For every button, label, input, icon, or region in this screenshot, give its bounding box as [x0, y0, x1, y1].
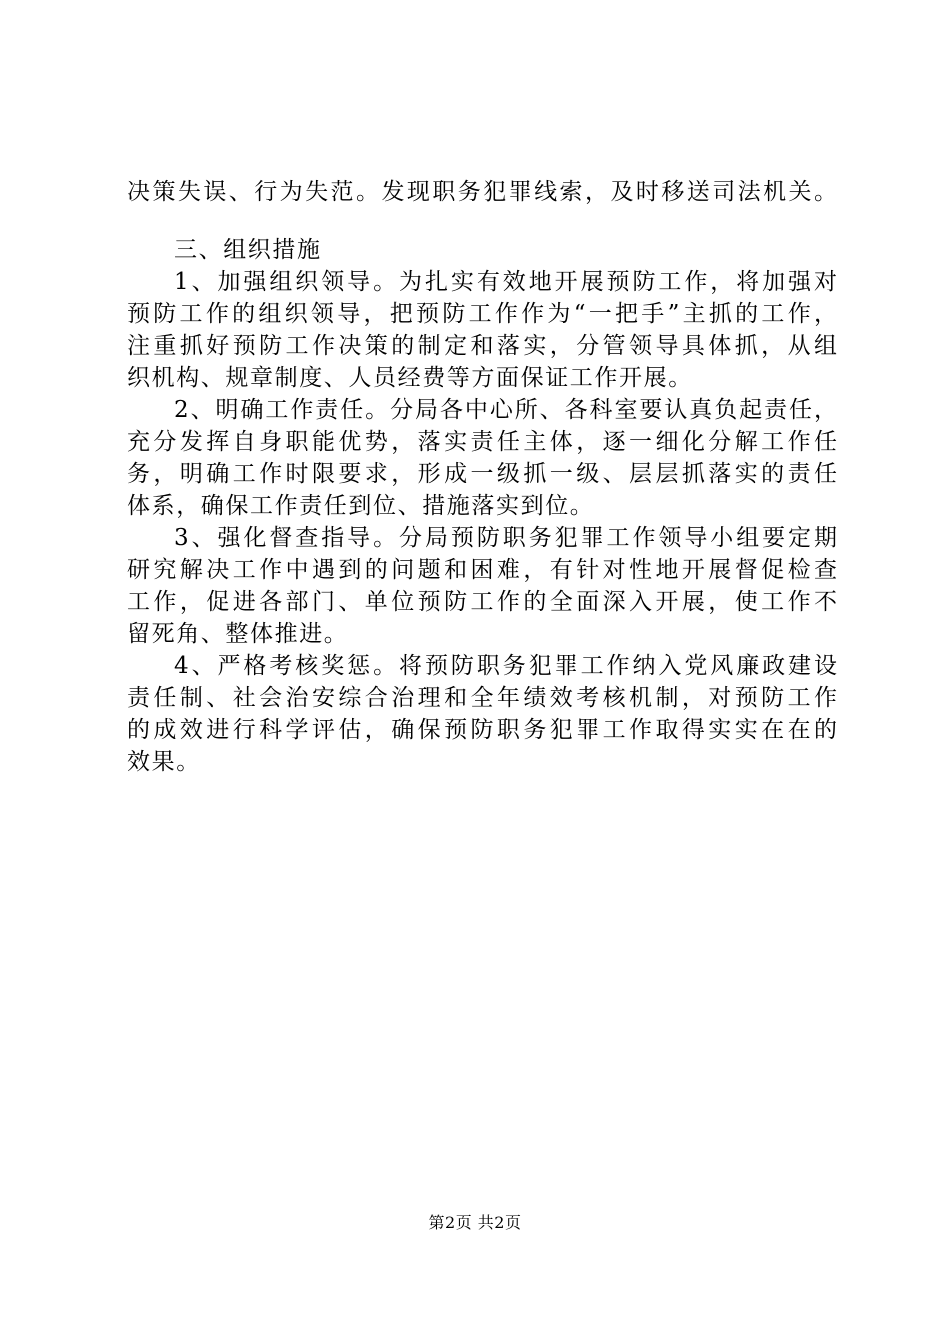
paragraph-line: 预防工作的组织领导，把预防工作作为“一把手”主抓的工作， — [127, 301, 837, 327]
paragraph-line: 体系，确保工作责任到位、措施落实到位。 — [127, 493, 595, 519]
paragraph-line: 2、明确工作责任。分局各中心所、各科室要认真负起责任， — [174, 397, 837, 423]
paragraph-line: 3、强化督查指导。分局预防职务犯罪工作领导小组要定期 — [174, 525, 837, 551]
paragraph-line: 研究解决工作中遇到的问题和困难，有针对性地开展督促检查 — [127, 557, 837, 583]
paragraph-line: 效果。 — [127, 749, 201, 775]
paragraph-line: 责任制、社会治安综合治理和全年绩效考核机制，对预防工作 — [127, 685, 837, 711]
paragraph-line: 留死角、整体推进。 — [127, 621, 349, 647]
paragraph-line: 4、严格考核奖惩。将预防职务犯罪工作纳入党风廉政建设 — [174, 653, 837, 679]
paragraph-line: 工作，促进各部门、单位预防工作的全面深入开展，使工作不 — [127, 589, 837, 615]
paragraph-line: 1、加强组织领导。为扎实有效地开展预防工作，将加强对 — [174, 269, 837, 295]
paragraph-line: 决策失误、行为失范。发现职务犯罪线索，及时移送司法机关。 — [127, 179, 837, 205]
section-heading: 三、组织措施 — [174, 237, 322, 263]
paragraph-line: 务，明确工作时限要求，形成一级抓一级、层层抓落实的责任 — [127, 461, 837, 487]
paragraph-line: 织机构、规章制度、人员经费等方面保证工作开展。 — [127, 365, 693, 391]
paragraph-line: 注重抓好预防工作决策的制定和落实，分管领导具体抓，从组 — [127, 333, 837, 359]
paragraph-line: 的成效进行科学评估，确保预防职务犯罪工作取得实实在在的 — [127, 717, 837, 743]
page-footer: 第2页 共2页 — [428, 1213, 522, 1232]
paragraph-line: 充分发挥自身职能优势，落实责任主体，逐一细化分解工作任 — [127, 429, 837, 455]
